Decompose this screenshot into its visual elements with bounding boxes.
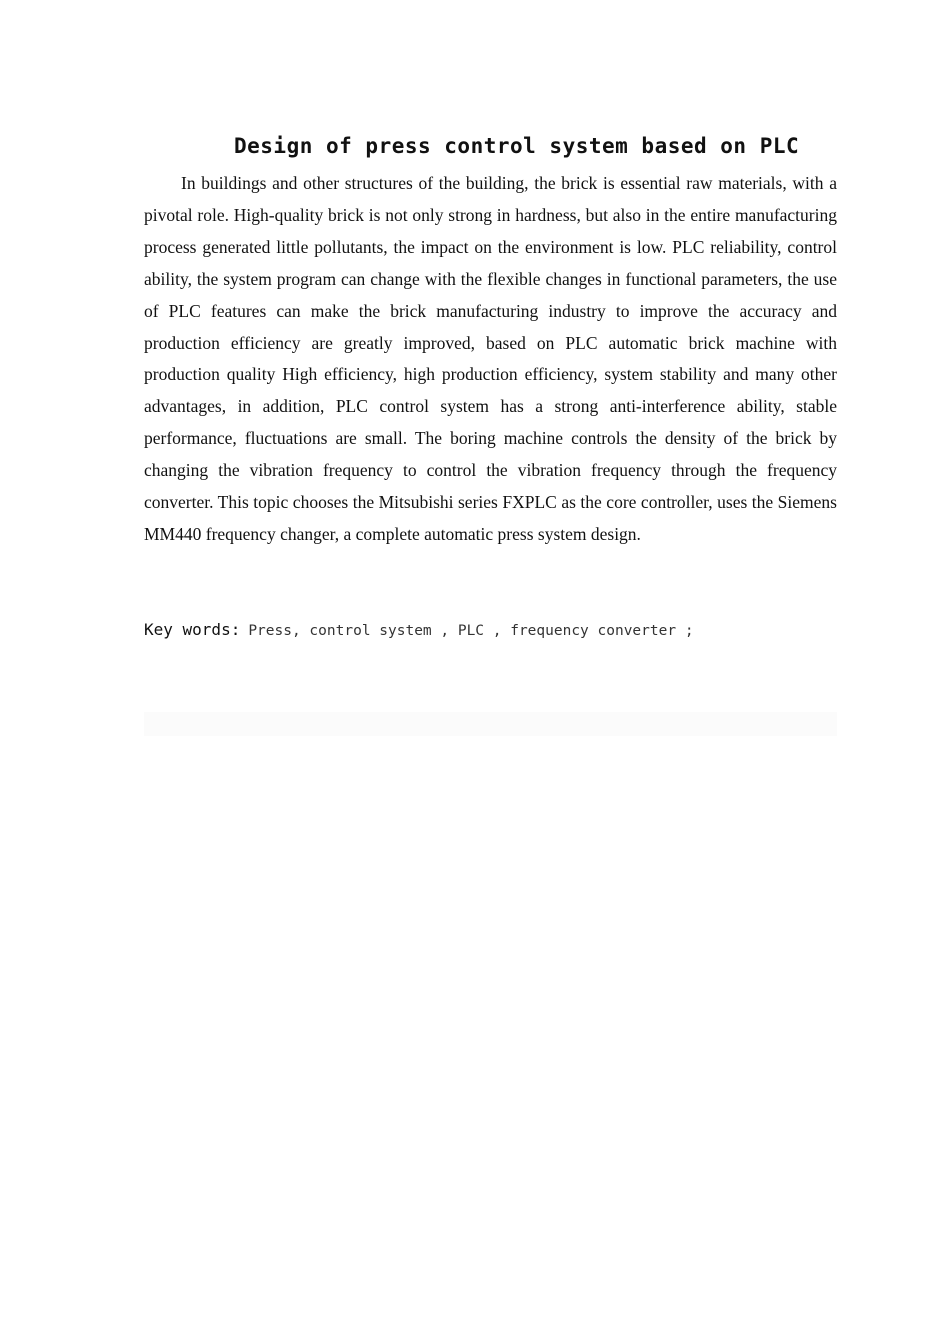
abstract-paragraph: In buildings and other structures of the building, the brick is essential raw materials, with a pivotal role. High-quality brick is not only strong in hardness, but also in the entire manufacturing process generated little pollutants, the impact on the environment is low. PLC reliability, control ability, the system program can change with the flexible changes in functional parameters, the use of PLC features can make the brick manufacturing industry to improve the accuracy and production efficiency are greatly improved, based on PLC automatic brick machine with production quality High efficiency, high production efficiency, system stability and many other advantages, in addition, PLC control system has a strong anti-interference ability, stable performance, fluctuations are small. The boring machine controls the density of the brick by changing the vibration frequency to control the vibration frequency through the frequency converter. This topic chooses the Mitsubishi series FXPLC as the core controller, uses the Siemens MM440 frequency changer, a complete automatic press system design. [144, 173, 837, 544]
keywords-label: Key words: [144, 620, 241, 639]
document-title: Design of press control system based on PLC [234, 134, 800, 158]
keywords-list: Press, control system , PLC , frequency converter ; [248, 623, 694, 639]
keywords-line [144, 620, 837, 640]
faint-background-band [144, 712, 837, 736]
